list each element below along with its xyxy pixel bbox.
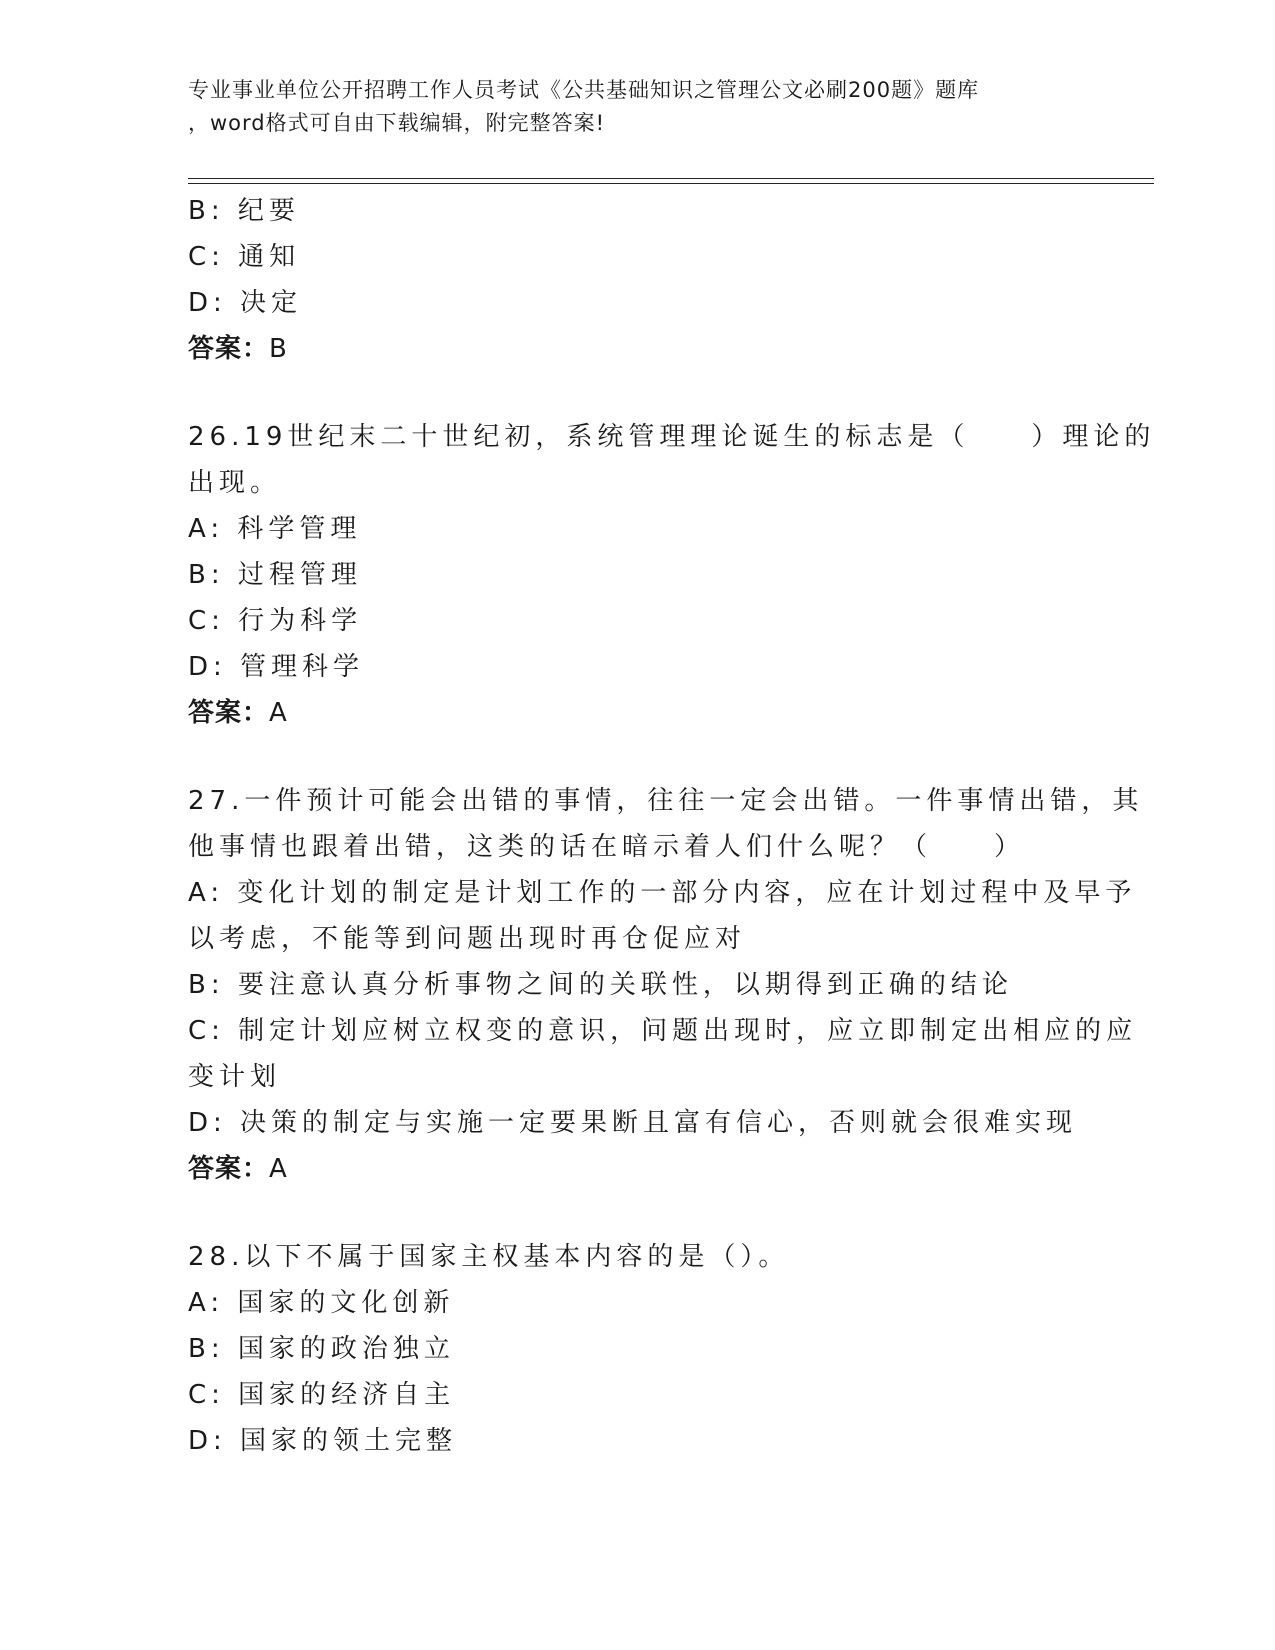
question-stem: 他事情也跟着出错，这类的话在暗示着人们什么呢？（ ） [188, 832, 1026, 862]
option-d: D: 决定 [188, 288, 303, 318]
question-stem: 出现。 [188, 468, 282, 498]
answer-value: A [269, 698, 288, 728]
answer-prefix: 答案： [188, 698, 270, 728]
partial-question [188, 188, 1088, 372]
answer-line [188, 1146, 1088, 1192]
question-stem: 27.一件预计可能会出错的事情，往往一定会出错。一件事情出错，其 [188, 786, 1144, 816]
option-a: A: 科学管理 [188, 514, 362, 544]
header-divider-top [188, 178, 1154, 179]
answer-value: B [269, 334, 288, 364]
option-c: C: 通知 [188, 242, 301, 272]
question-28 [188, 1234, 1088, 1464]
header-title-line-2: ，word格式可自由下载编辑，附完整答案! [188, 111, 606, 135]
answer-line [188, 690, 1088, 736]
option-c: C: 行为科学 [188, 606, 363, 636]
option-b: B: 国家的政治独立 [188, 1334, 455, 1364]
document-header [188, 74, 1088, 140]
header-divider-bottom [188, 183, 1154, 184]
option-b: B: 要注意认真分析事物之间的关联性，以期得到正确的结论 [188, 970, 1013, 1000]
option-d: D: 管理科学 [188, 652, 365, 682]
question-26 [188, 414, 1156, 736]
option-d: D: 决策的制定与实施一定要果断且富有信心，否则就会很难实现 [188, 1108, 1078, 1138]
option-a-continued: 以考虑，不能等到问题出现时再仓促应对 [188, 924, 747, 954]
header-title-line-1: 专业事业单位公开招聘工作人员考试《公共基础知识之管理公文必刷200题》题库 [188, 78, 980, 102]
question-list [188, 188, 1156, 1464]
answer-line [188, 326, 1088, 372]
question-stem: 28.以下不属于国家主权基本内容的是（）。 [188, 1242, 790, 1272]
option-a: A: 国家的文化创新 [188, 1288, 455, 1318]
answer-value: A [269, 1154, 288, 1184]
option-b: B: 纪要 [188, 196, 300, 226]
answer-prefix: 答案： [188, 1154, 270, 1184]
answer-prefix: 答案： [188, 334, 270, 364]
option-c-continued: 变计划 [188, 1062, 282, 1092]
option-d: D: 国家的领土完整 [188, 1426, 458, 1456]
option-c: C: 制定计划应树立权变的意识，问题出现时，应立即制定出相应的应 [188, 1016, 1138, 1046]
option-c: C: 国家的经济自主 [188, 1380, 456, 1410]
question-stem: 26.19世纪末二十世纪初，系统管理理论诞生的标志是（ ）理论的 [188, 422, 1156, 452]
option-b: B: 过程管理 [188, 560, 362, 590]
question-27 [188, 778, 1144, 1192]
option-a: A: 变化计划的制定是计划工作的一部分内容，应在计划过程中及早予 [188, 878, 1137, 908]
